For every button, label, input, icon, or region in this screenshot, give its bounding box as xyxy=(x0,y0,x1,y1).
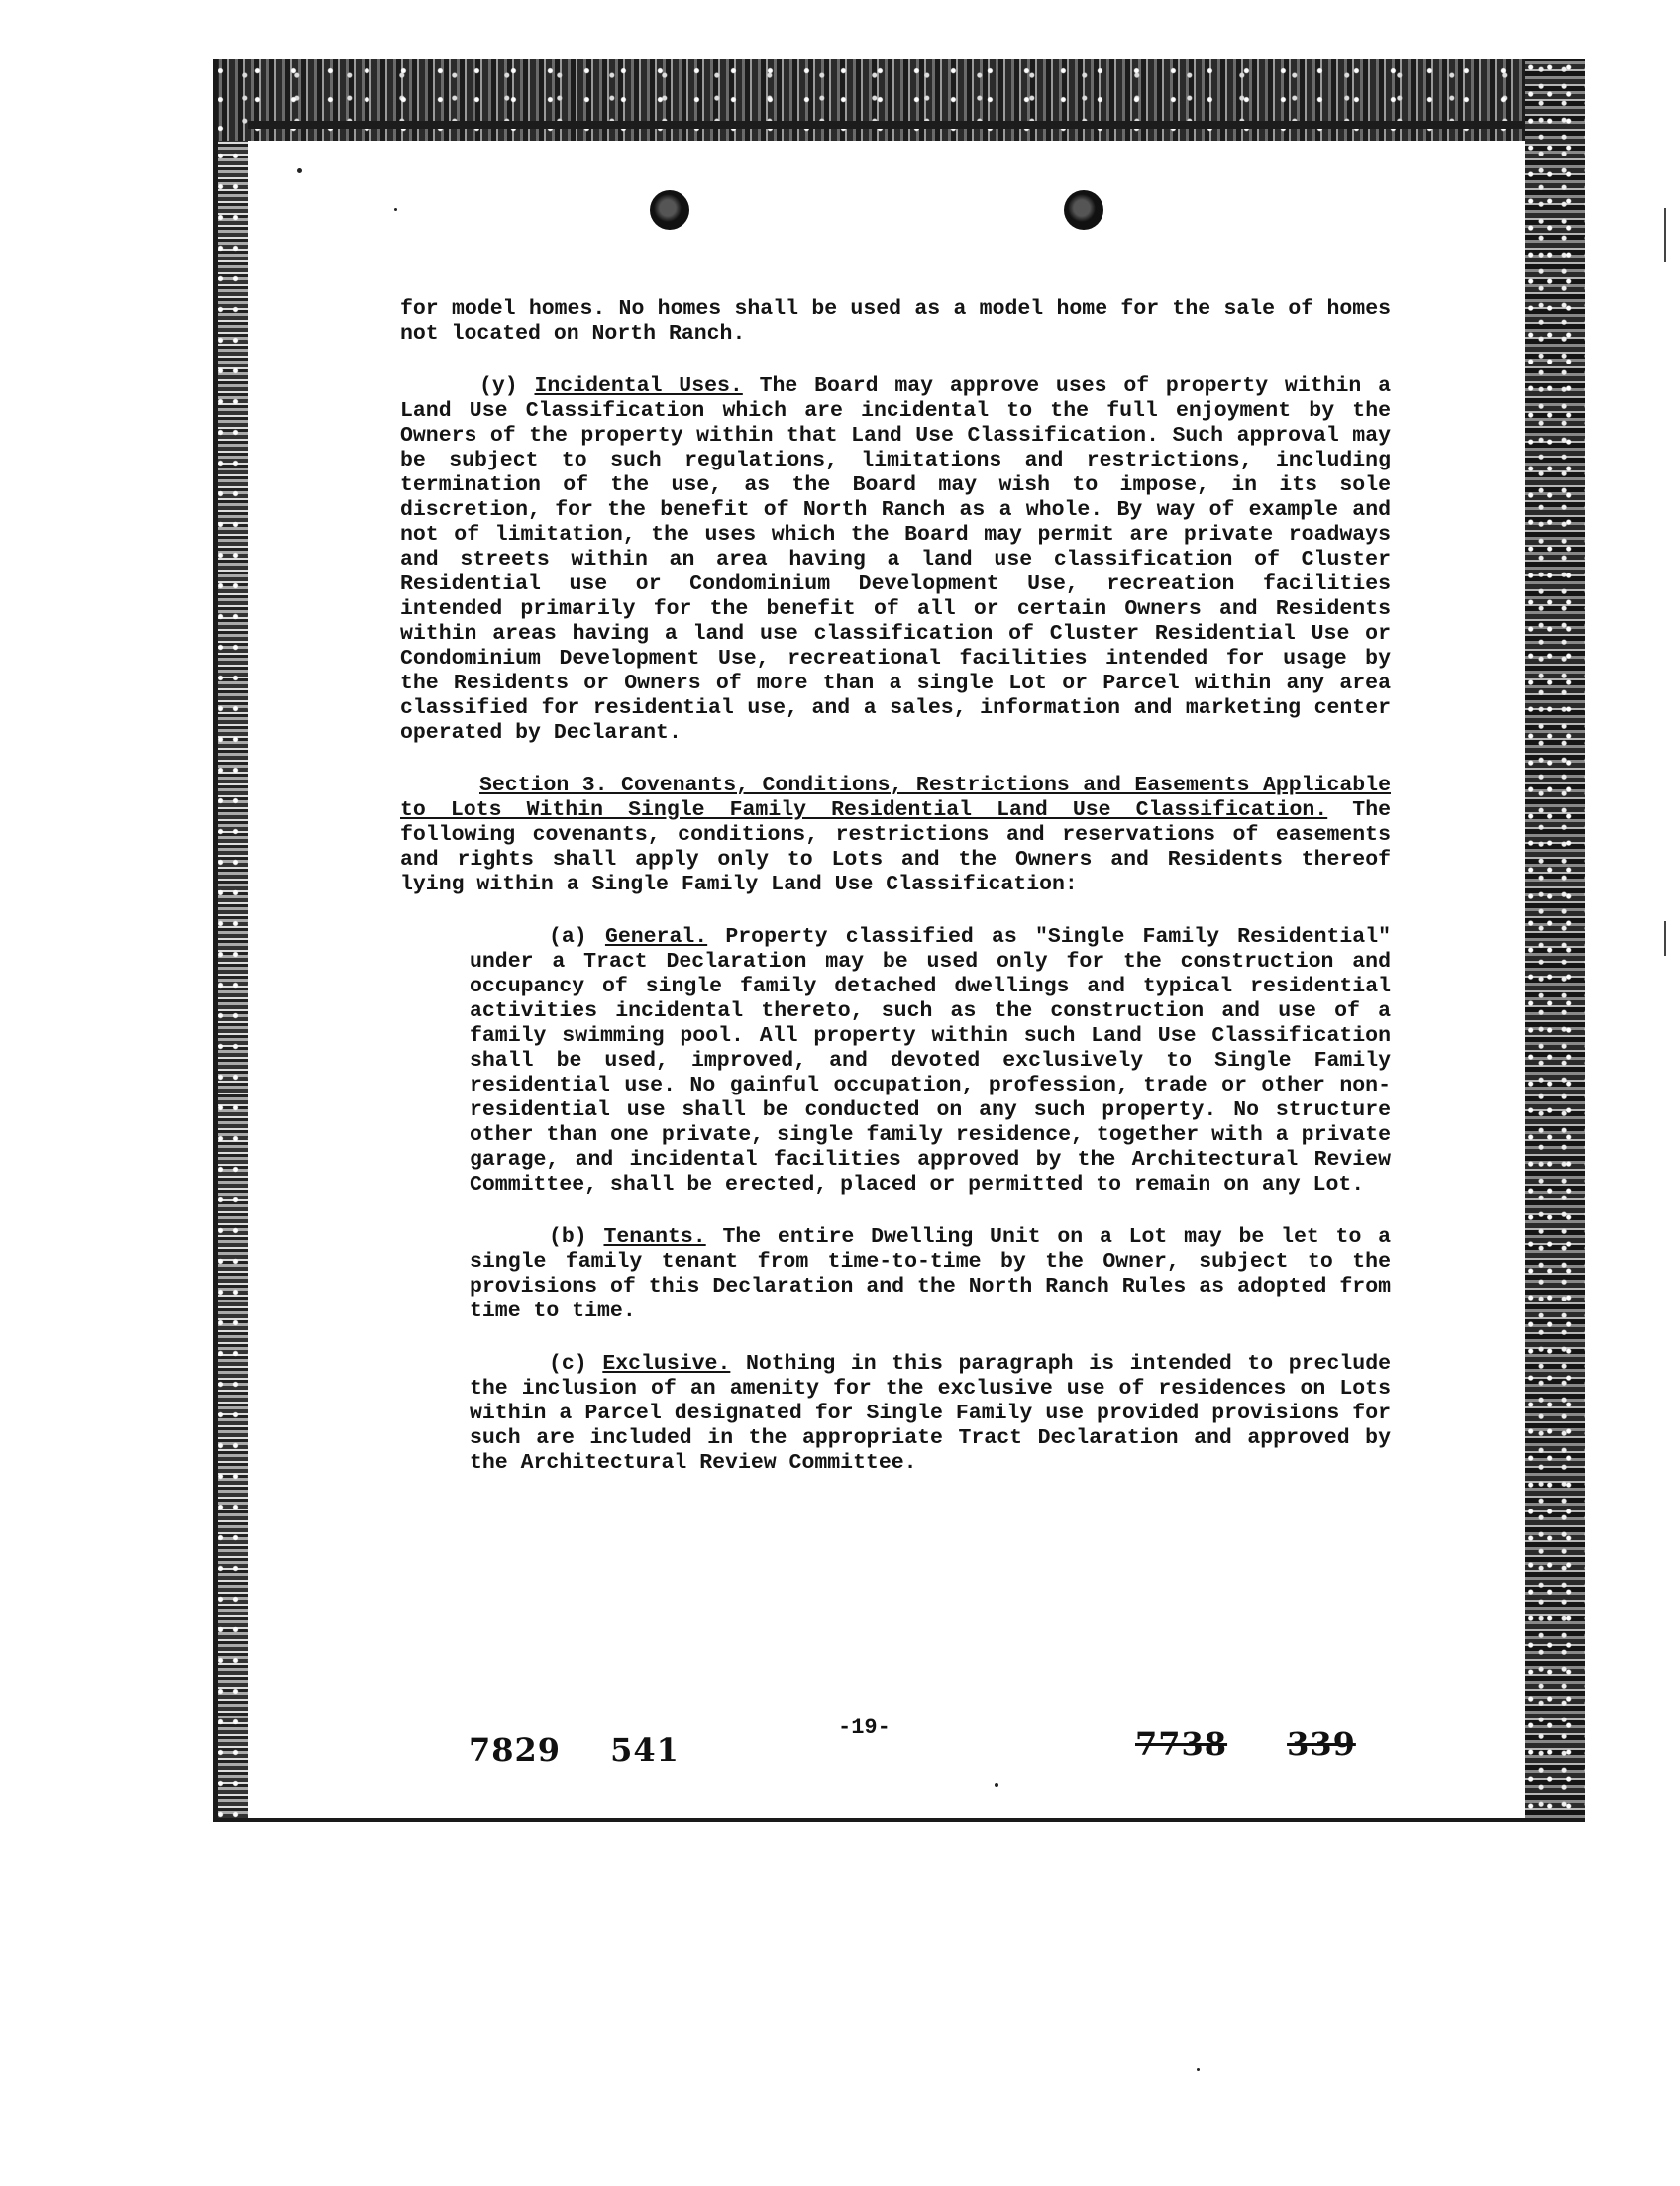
section-heading: Section 3. Covenants, Conditions, Restrictions and Easements Applicable to Lots Within Single Family Residential Land Use Classification. xyxy=(400,774,1391,822)
subsection-exclusive xyxy=(470,1352,1391,1476)
subsection-tenants xyxy=(470,1225,1391,1324)
paragraph-text: Nothing in this paragraph is intended to preclude the inclusion of an amenity for the exclusive use of residences on Lots within a Parcel designated for Single Family use provided provisions for such are included in the appropriate Tract Declaration and approved by the Architectural Review Committee. xyxy=(470,1352,1392,1475)
subsection-general xyxy=(470,925,1391,1197)
recording-reference xyxy=(469,1731,729,1769)
page-reference: 541 xyxy=(610,1731,680,1769)
item-heading: Tenants. xyxy=(603,1225,706,1249)
scan-speck xyxy=(394,208,397,211)
old-book-number: 7738 xyxy=(1135,1725,1228,1763)
paragraph-text: for model homes. No homes shall be used as a model home for the sale of homes not located on North Ranch. xyxy=(400,297,1391,346)
scan-speck xyxy=(297,168,302,173)
book-number: 7829 xyxy=(469,1731,562,1769)
item-label: (b) xyxy=(549,1225,587,1249)
scan-speck xyxy=(1197,2068,1200,2071)
punch-hole-left xyxy=(650,190,689,230)
page-number: -19- xyxy=(838,1716,891,1740)
section-3 xyxy=(400,774,1391,897)
item-label: (a) xyxy=(549,925,587,949)
item-heading: General. xyxy=(604,925,708,949)
punch-hole-right xyxy=(1064,190,1103,230)
scan-mark xyxy=(1664,208,1666,262)
paragraph-text: The following covenants, conditions, restrictions and reservations of easements and rights shall apply only to Lots and the Owners and Residents thereof lying within a Single Family Land Use Classification: xyxy=(400,798,1392,896)
paragraph-text: Property classified as "Single Family Residential" under a Tract Declaration may be used only for the construction and occupancy of single family detached dwellings and typical residential activities incidental thereto, such as the construction and use of a family swimming pool. All property within such Land Use Classification shall be used, improved, and devoted exclusively to Single Family residential use. No gainful occupation, profession, trade or other non-residential use shall be conducted on any such property. No structure other than one private, single family residence, together with a private garage, and incidental facilities approved by the Architectural Review Committee, shall be erected, placed or permitted to remain on any Lot. xyxy=(470,925,1391,1197)
scan-mark xyxy=(1664,921,1666,956)
document-body xyxy=(400,297,1391,1504)
struck-recording-reference xyxy=(1135,1725,1416,1763)
paragraph-text: The Board may approve uses of property within a Land Use Classification which are incidental to the full enjoyment by the Owners of the property within that Land Use Classification. Such approval may be subject to such regulations, limitations and restrictions, including termination of the use, as the Board may wish to impose, in its sole discretion, for the benefit of North Ranch as a whole. By way of example and not of limitation, the uses which the Board may permit are private roadways and streets within an area having a land use classification of Cluster Residential use or Condominium Development Use, recreation facilities intended primarily for the benefit of all or certain Owners and Residents within areas having a land use classification of Cluster Residential Use or Condominium Development Use, recreational facilities intended for usage by the Residents or Owners of more than a single Lot or Parcel within any area classified for residential use, and a sales, information and marketing center operated by Declarant. xyxy=(400,374,1391,745)
item-heading: Exclusive. xyxy=(602,1352,731,1376)
old-page-reference: 339 xyxy=(1287,1725,1356,1763)
item-label: (y) xyxy=(479,374,518,398)
paragraph-text: The entire Dwelling Unit on a Lot may be let to a single family tenant from time-to-time by the Owner, subject to the provisions of this Declaration and the North Ranch Rules as adopted from time to time. xyxy=(470,1225,1392,1323)
paragraph-model-homes xyxy=(400,297,1391,347)
paragraph-incidental-uses xyxy=(400,374,1391,746)
item-heading: Incidental Uses. xyxy=(534,374,743,398)
item-label: (c) xyxy=(549,1352,587,1376)
scan-speck xyxy=(995,1783,998,1787)
